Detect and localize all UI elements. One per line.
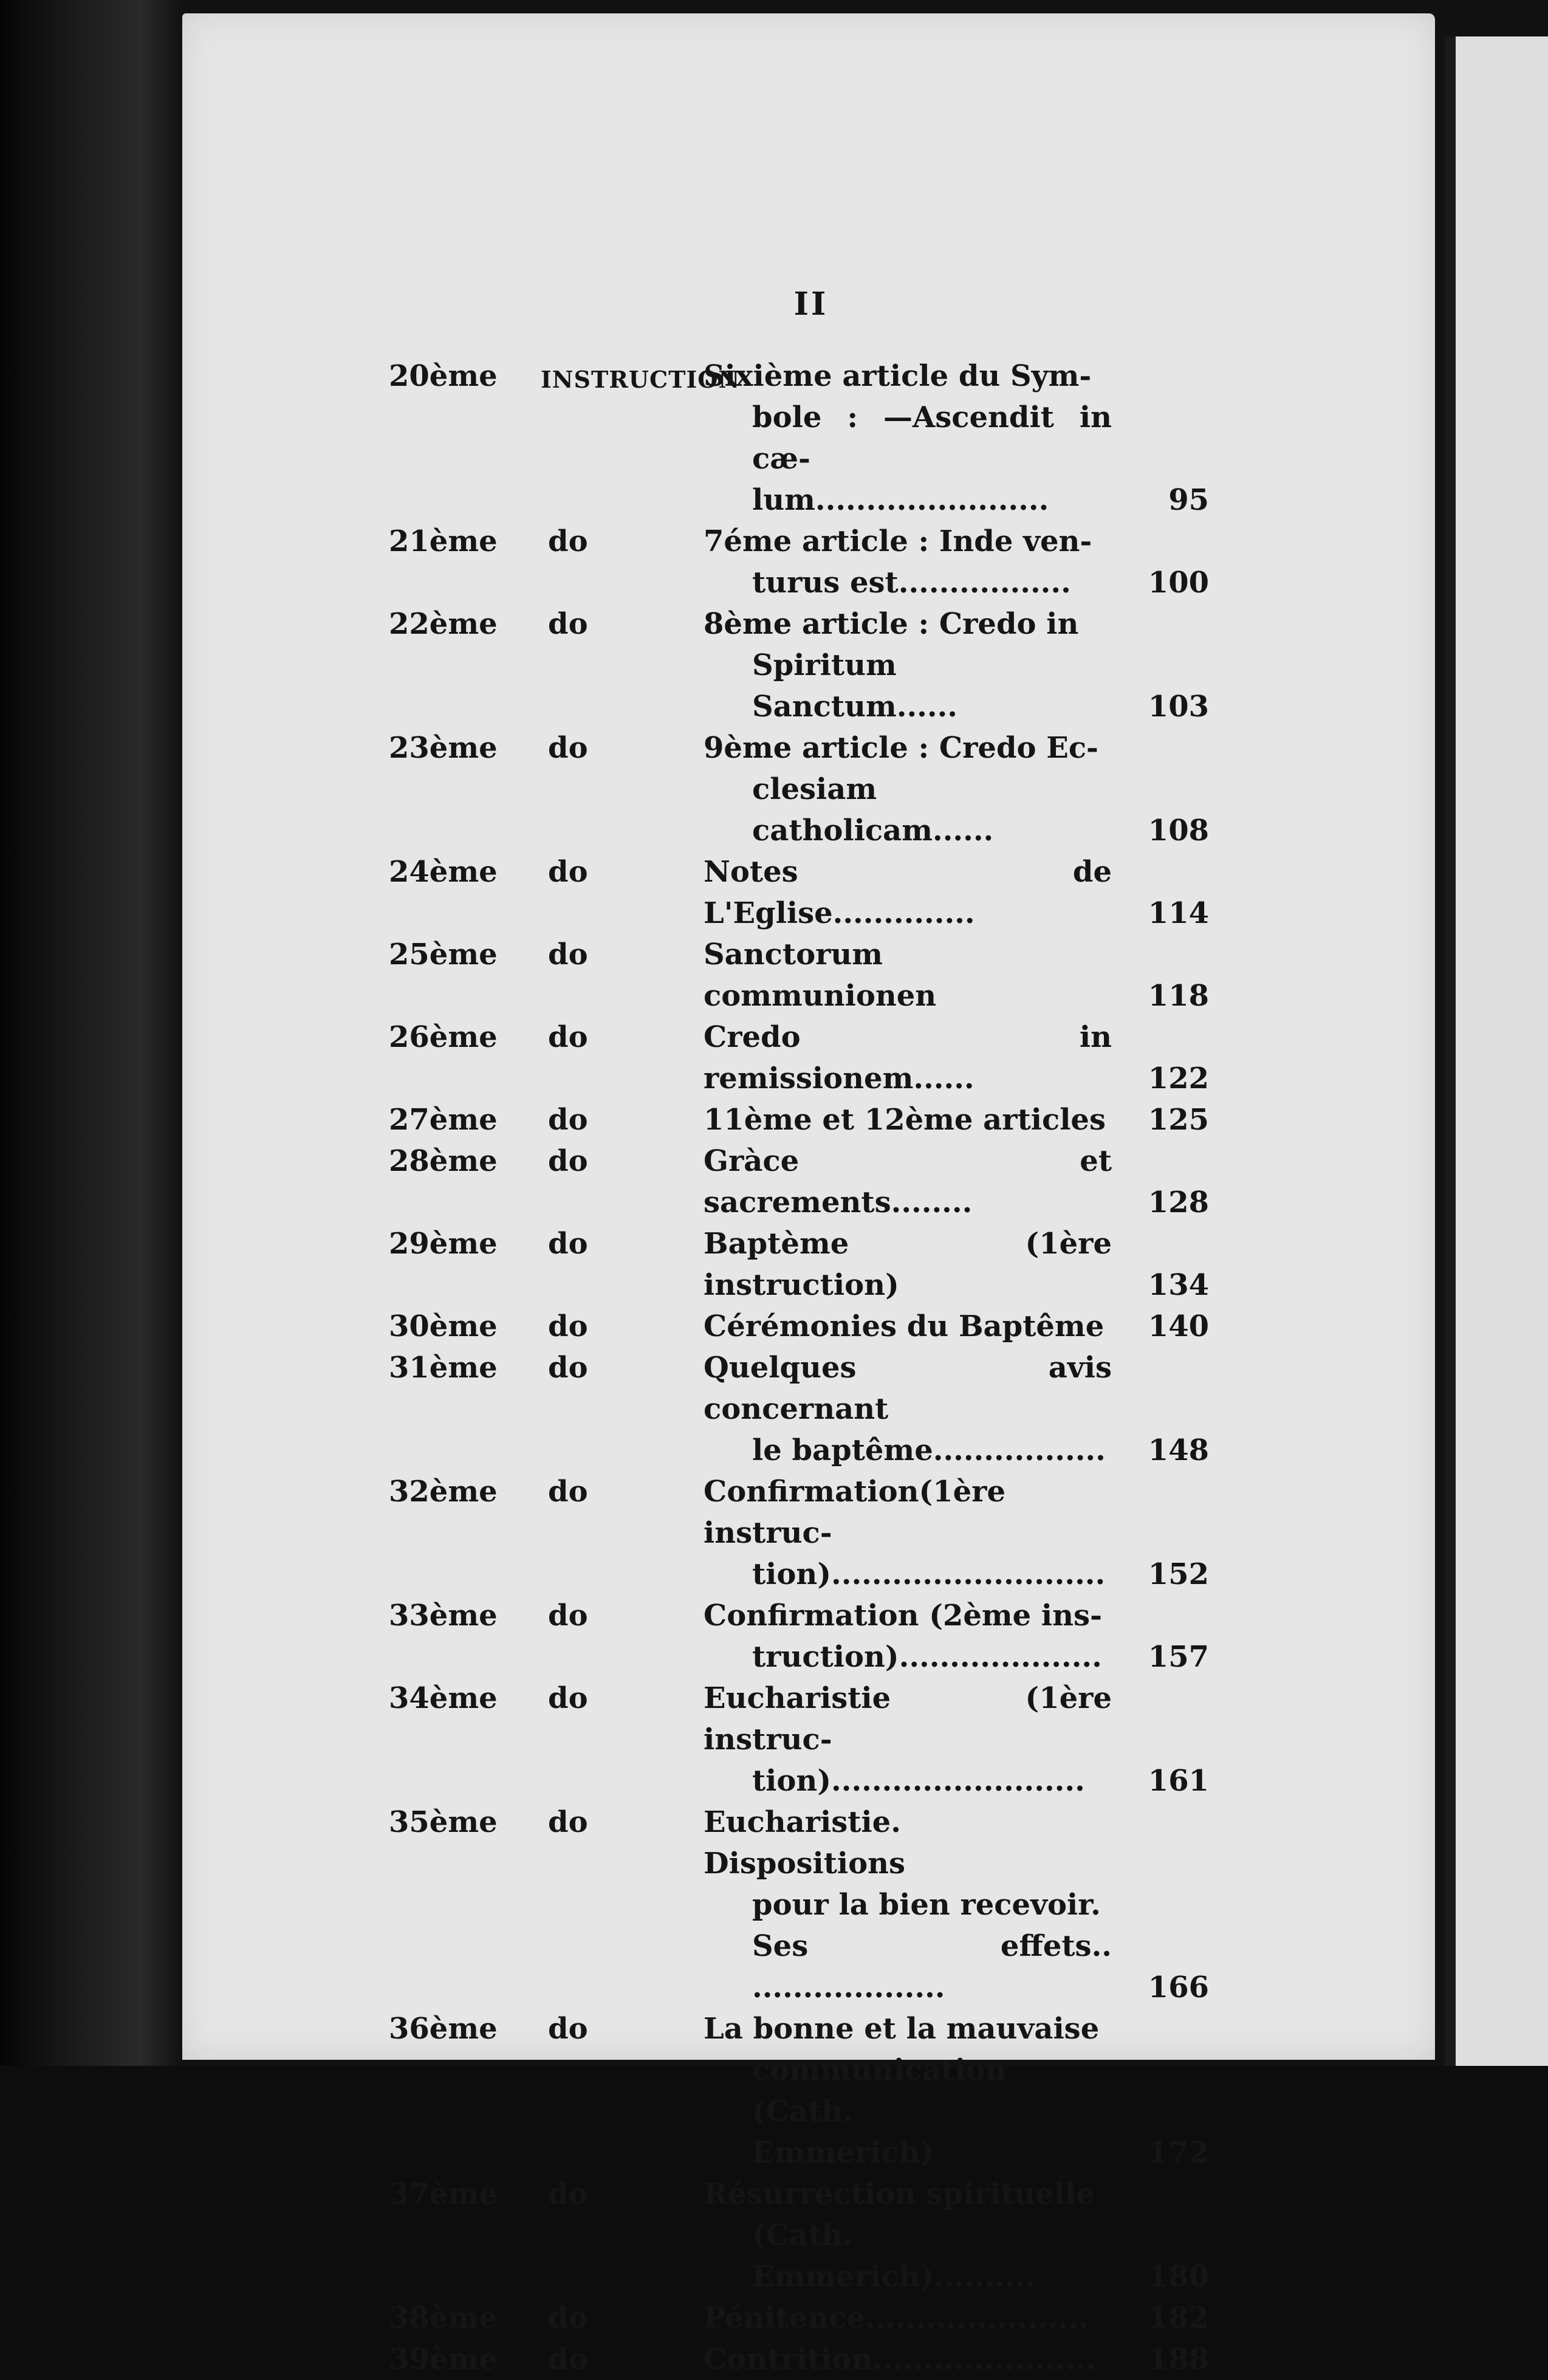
entry-title-line: Sixième article du Sym- <box>704 359 1092 393</box>
entry-page-ref: 157 <box>1148 1640 1209 1674</box>
entry-title-line: truction).................... <box>752 1640 1102 1674</box>
ditto-mark: do <box>548 1103 588 1137</box>
entry-title-line: Pénitence...................... <box>704 2301 1089 2335</box>
instruction-number: 26ème <box>389 1020 498 1054</box>
ditto-mark: do <box>548 2342 588 2376</box>
ditto-mark: do <box>548 1805 588 1839</box>
entry-title <box>704 603 1117 727</box>
toc-entry <box>389 1099 1209 1140</box>
entry-title-line: Quelques avis concernant <box>704 1351 1112 1426</box>
entry-title-line: Cérémonies du Baptême <box>704 1309 1104 1343</box>
entry-title <box>704 851 1117 934</box>
entry-title <box>704 1223 1117 1306</box>
instruction-number: 39ème <box>389 2342 498 2376</box>
ditto-mark: do <box>548 1475 588 1509</box>
entry-title-line: 9ème article : Credo Ec- <box>704 731 1098 765</box>
entry-title <box>704 521 1117 603</box>
entry-title-line: Notes de L'Eglise.............. <box>704 855 1112 930</box>
entry-page-ref: 172 <box>1148 2136 1209 2170</box>
entry-title <box>704 2008 1117 2173</box>
toc-entry <box>389 2339 1209 2380</box>
instruction-number: 24ème <box>389 855 498 889</box>
ditto-mark: do <box>548 1351 588 1385</box>
entry-title-line: clesiam catholicam...... <box>752 772 994 848</box>
entry-title <box>704 1678 1117 1802</box>
entry-title-line: Résurrection spirituelle <box>704 2177 1095 2211</box>
entry-title-line: Credo in remissionem...... <box>704 1020 1112 1096</box>
entry-title <box>704 1471 1117 1595</box>
entry-page-ref: 114 <box>1148 896 1209 930</box>
entry-title-line: La bonne et la mauvaise <box>704 2012 1100 2046</box>
entry-page-ref: 125 <box>1148 1103 1209 1137</box>
table-of-contents <box>389 355 1209 2380</box>
ditto-mark: do <box>548 2012 588 2046</box>
instruction-number: 31ème <box>389 1351 498 1385</box>
entry-title <box>704 1802 1117 2008</box>
entry-title-line: Eucharistie (1ère instruc- <box>704 1681 1112 1757</box>
ditto-mark: do <box>548 1599 588 1633</box>
instruction-number: 20ème <box>389 359 498 393</box>
toc-entry <box>389 1678 1209 1802</box>
toc-entry <box>389 1306 1209 1347</box>
entry-page-ref: 180 <box>1148 2260 1209 2294</box>
entry-title-line: Sanctorum communionen <box>704 938 937 1013</box>
entry-page-ref: 122 <box>1148 1061 1209 1096</box>
entry-page-ref: 95 <box>1168 483 1209 517</box>
page-number: II <box>793 286 829 323</box>
instruction-number: 35ème <box>389 1805 498 1839</box>
ditto-mark: do <box>548 607 588 641</box>
instruction-number: 30ème <box>389 1309 498 1343</box>
entry-title <box>704 1347 1117 1471</box>
entry-title-line: lum....................... <box>752 483 1049 517</box>
entry-title-line: Confirmation(1ère instruc- <box>704 1475 1005 1550</box>
toc-entry <box>389 2297 1209 2339</box>
instruction-number: 36ème <box>389 2012 498 2046</box>
entry-title-line: tion)......................... <box>752 1764 1085 1798</box>
ditto-mark: do <box>548 1144 588 1178</box>
ditto-mark: do <box>548 2177 588 2211</box>
entry-page-ref: 152 <box>1148 1557 1209 1591</box>
instruction-number: 28ème <box>389 1144 498 1178</box>
ditto-mark: do <box>548 1309 588 1343</box>
entry-title-line: Gràce et sacrements........ <box>704 1144 1112 1219</box>
entry-title <box>704 355 1117 521</box>
instruction-number: 34ème <box>389 1681 498 1715</box>
toc-entry <box>389 1017 1209 1099</box>
toc-entry <box>389 851 1209 934</box>
instruction-number: 22ème <box>389 607 498 641</box>
instruction-number: 32ème <box>389 1475 498 1509</box>
entry-page-ref: 188 <box>1148 2342 1209 2376</box>
instruction-number: 29ème <box>389 1227 498 1261</box>
ditto-mark: do <box>548 1227 588 1261</box>
entry-title-line: Emmerich) <box>752 2136 934 2170</box>
toc-entry <box>389 1140 1209 1223</box>
entry-title-line: 8ème article : Credo in <box>704 607 1079 641</box>
entry-title-line: le baptême................. <box>752 1433 1106 1467</box>
ditto-mark: do <box>548 2301 588 2335</box>
entry-page-ref: 103 <box>1148 690 1209 724</box>
entry-title <box>704 2297 1117 2339</box>
entry-title-line: 7éme article : Inde ven- <box>704 524 1092 558</box>
entry-title-line: turus est................. <box>752 566 1071 600</box>
entry-page-ref: 148 <box>1148 1433 1209 1467</box>
toc-entry <box>389 521 1209 603</box>
entry-title-line: pour la bien recevoir. <box>752 1888 1101 1922</box>
entry-title-line: Contrition...................... <box>704 2342 1096 2376</box>
entry-title <box>704 1140 1117 1223</box>
entry-title-line: Ses effets.. ................... <box>752 1929 1112 2004</box>
entry-page-ref: 108 <box>1148 814 1209 848</box>
entry-title <box>704 727 1117 851</box>
instruction-number: 33ème <box>389 1599 498 1633</box>
entry-title-line: (Cath. Emmerich).......... <box>752 2218 1036 2294</box>
adjacent-page-edge <box>1445 36 1548 2066</box>
entry-title-line: bole : —Ascendit in cæ- <box>752 400 1112 476</box>
instruction-number: 37ème <box>389 2177 498 2211</box>
toc-entry <box>389 2173 1209 2297</box>
entry-title <box>704 1017 1117 1099</box>
toc-entry <box>389 1347 1209 1471</box>
instruction-number: 38ème <box>389 2301 498 2335</box>
toc-entry <box>389 1471 1209 1595</box>
entry-title-line: Spiritum Sanctum...... <box>752 648 958 724</box>
entry-page-ref: 182 <box>1148 2301 1209 2335</box>
toc-entry <box>389 355 1209 521</box>
entry-title <box>704 934 1117 1017</box>
entry-title-line: communication (Cath. <box>752 2053 1007 2128</box>
ditto-mark: do <box>548 1681 588 1715</box>
instruction-number: 23ème <box>389 731 498 765</box>
instruction-number: 21ème <box>389 524 498 558</box>
ditto-mark: do <box>548 731 588 765</box>
entry-page-ref: 166 <box>1148 1970 1209 2004</box>
entry-title <box>704 1099 1117 1140</box>
entry-title-line: 11ème et 12ème articles <box>704 1103 1106 1137</box>
entry-title <box>704 1306 1117 1347</box>
ditto-mark: do <box>548 1020 588 1054</box>
instruction-label: INSTRUCTION <box>541 366 741 393</box>
entry-page-ref: 161 <box>1148 1764 1209 1798</box>
entry-title-line: Baptème (1ère instruction) <box>704 1227 1112 1302</box>
entry-title-line: Eucharistie. Dispositions <box>704 1805 906 1881</box>
entry-page-ref: 100 <box>1148 566 1209 600</box>
entry-page-ref: 140 <box>1148 1309 1209 1343</box>
ditto-mark: do <box>548 855 588 889</box>
entry-page-ref: 134 <box>1148 1268 1209 1302</box>
entry-title <box>704 1595 1117 1678</box>
toc-entry <box>389 1595 1209 1678</box>
entry-title <box>704 2173 1117 2297</box>
toc-entry <box>389 727 1209 851</box>
toc-entry <box>389 2008 1209 2173</box>
toc-entry <box>389 1802 1209 2008</box>
toc-entry <box>389 603 1209 727</box>
entry-title-line: tion)........................... <box>752 1557 1106 1591</box>
entry-page-ref: 118 <box>1148 979 1209 1013</box>
toc-entry <box>389 934 1209 1017</box>
entry-title-line: Confirmation (2ème ins- <box>704 1599 1102 1633</box>
toc-entry <box>389 1223 1209 1306</box>
ditto-mark: do <box>548 938 588 972</box>
entry-title <box>704 2339 1117 2380</box>
entry-page-ref: 128 <box>1148 1185 1209 1219</box>
instruction-number: 27ème <box>389 1103 498 1137</box>
instruction-number: 25ème <box>389 938 498 972</box>
ditto-mark: do <box>548 524 588 558</box>
